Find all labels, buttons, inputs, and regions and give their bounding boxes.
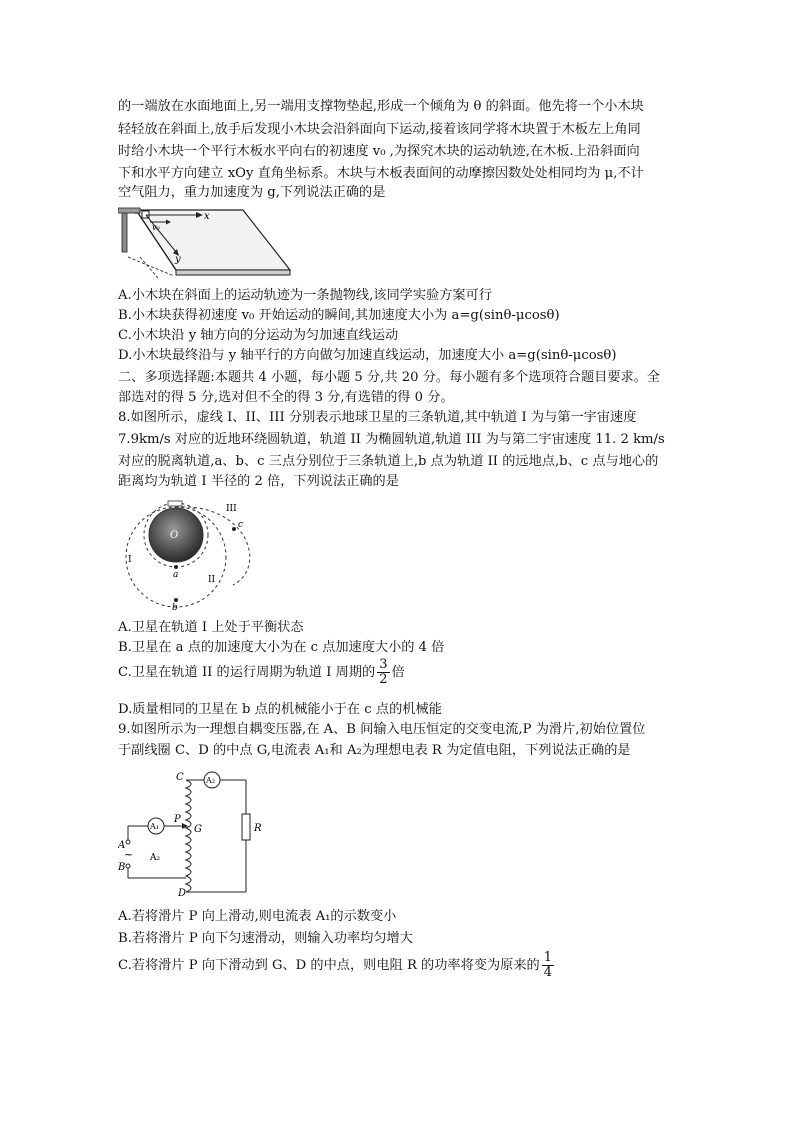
q8-stem-line-4: 距离均为轨道 I 半径的 2 倍，下列说法正确的是 xyxy=(118,474,399,489)
orbits-figure xyxy=(118,497,268,611)
earth-center-label: O xyxy=(170,530,179,541)
q8-option-c-suffix: 倍 xyxy=(391,665,405,680)
label-a: A xyxy=(118,840,126,851)
q8-option-b: B.卫星在 a 点的加速度大小为在 c 点加速度大小的 4 倍 xyxy=(118,640,445,655)
label-g: G xyxy=(194,824,202,835)
q7-option-b: B.小木块获得初速度 v₀ 开始运动的瞬间,其加速度大小为 a=g(sinθ-μcosθ) xyxy=(118,308,560,323)
q7-stem-line-3: 时给小木块一个平行木板水平向右的初速度 v₀ ,为探究木块的运动轨迹,在木板.上沿斜面向 xyxy=(118,144,640,159)
fraction-numerator: 3 xyxy=(379,657,388,672)
q8-option-a: A.卫星在轨道 I 上处于平衡状态 xyxy=(118,620,304,635)
x-axis-label: x xyxy=(204,211,210,222)
q7-stem-line-5: 空气阻力，重力加速度为 g,下列说法正确的是 xyxy=(118,185,386,200)
q8-option-d: D.质量相同的卫星在 b 点的机械能小于在 c 点的机械能 xyxy=(118,702,442,717)
label-p: P xyxy=(174,814,181,825)
section2-line-2: 部选对的得 5 分,选对但不全的得 3 分,有选错的得 0 分。 xyxy=(118,390,454,405)
point-b-label: b xyxy=(172,603,178,611)
label-d: D xyxy=(178,888,187,896)
q7-stem-line-2: 轻轻放在斜面上,放手后发现小木块会沿斜面向下运动,接着该同学将木块置于木板左上角同 xyxy=(118,122,641,137)
q7-stem-line-4: 下和水平方向建立 xOy 直角坐标系。木块与木板表面间的动摩擦因数处处相同均为 μ,不计 xyxy=(118,166,644,181)
fraction-denominator: 4 xyxy=(543,965,553,980)
fraction-numerator: 1 xyxy=(543,950,553,965)
label-b: B xyxy=(118,862,126,873)
inclined-board-figure xyxy=(118,200,293,282)
q9-option-b: B.若将滑片 P 向下匀速滑动，则输入功率均匀增大 xyxy=(118,931,413,946)
q9-option-c-text: C.若将滑片 P 向下滑动到 G、D 的中点，则电阻 R 的功率将变为原来的 xyxy=(118,958,540,973)
fraction-denominator: 2 xyxy=(379,672,388,687)
q9-stem-line-1: 9.如图所示为一理想自耦变压器,在 A、B 间输入电压恒定的交变电流,P 为滑片,初始位置位 xyxy=(118,722,646,737)
label-a2-inside: A₂ xyxy=(150,853,161,863)
q8-stem-line-2: 7.9km/s 对应的近地环绕圆轨道，轨道 II 为椭圆轨道,轨道 III 为与第二宇宙速度 11. 2 km/s xyxy=(118,432,665,447)
v0-label: v₀ xyxy=(152,223,160,232)
label-c: C xyxy=(176,772,184,783)
q9-stem-line-2: 于副线圈 C、D 的中点 G,电流表 A₁和 A₂为理想电表 R 为定值电阻，下列说法正确的是 xyxy=(118,743,631,758)
fraction-three-halves xyxy=(377,658,389,687)
q8-option-c xyxy=(118,658,405,687)
q9-option-c xyxy=(118,951,556,980)
orbit-iii-label: III xyxy=(226,504,237,514)
point-a-label: a xyxy=(173,570,179,580)
orbit-ii-label: II xyxy=(208,575,216,585)
ammeter-a2-label: A₂ xyxy=(206,776,215,785)
section2-line-1: 二、多项选择题:本题共 4 小题，每小题 5 分,共 20 分。每小题有多个选项符合题目要求。全 xyxy=(118,370,661,385)
orbit-i-label: I xyxy=(128,555,132,565)
q7-option-a: A.小木块在斜面上的运动轨迹为一条抛物线,该同学实验方案可行 xyxy=(118,288,492,303)
ammeter-a1-label: A₁ xyxy=(150,822,159,831)
q8-option-c-text: C.卫星在轨道 II 的运行周期为轨道 I 周期的 xyxy=(118,665,376,680)
q7-option-c: C.小木块沿 y 轴方向的分运动为匀加速直线运动 xyxy=(118,328,399,343)
q8-stem-line-1: 8.如图所示，虚线 I、II、III 分别表示地球卫星的三条轨道,其中轨道 I 为与第一宇宙速度 xyxy=(118,410,637,425)
fraction-one-quarter xyxy=(542,951,554,980)
q7-option-d: D.小木块最终沿与 y 轴平行的方向做匀加速直线运动，加速度大小 a=g(sinθ-μcosθ) xyxy=(118,348,617,363)
y-axis-label: y xyxy=(175,254,181,265)
ac-source-symbol: ~ xyxy=(124,848,134,861)
q7-stem-line-1: 的一端放在水面地面上,另一端用支撑物垫起,形成一个倾角为 θ 的斜面。他先将一个小木块 xyxy=(118,99,644,114)
label-r: R xyxy=(254,823,262,834)
point-c-label: c xyxy=(238,520,244,530)
q8-stem-line-3: 对应的脱离轨道,a、b、c 三点分别位于三条轨道上,b 点为轨道 II 的远地点,b、c 点与地心的 xyxy=(118,454,659,469)
q9-option-a: A.若将滑片 P 向上滑动,则电流表 A₁的示数变小 xyxy=(118,909,397,924)
transformer-circuit-figure xyxy=(118,768,278,896)
